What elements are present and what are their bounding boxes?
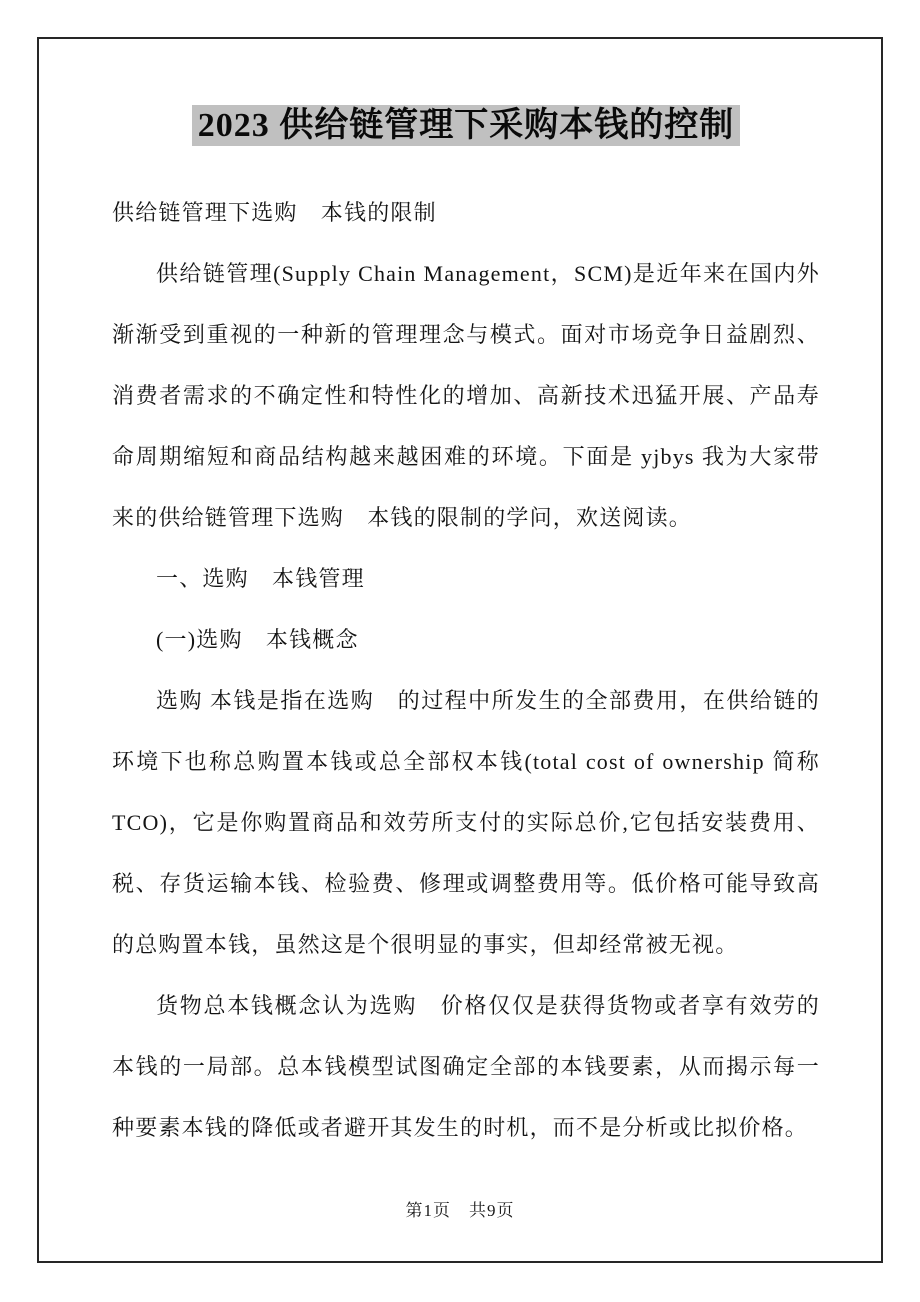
document-title (112, 100, 820, 152)
paragraph: 供给链管理下选购 本钱的限制 (112, 200, 437, 225)
paragraph: 一、选购 本钱管理 (156, 566, 365, 591)
paragraph-container (112, 182, 820, 1158)
paragraph: (一)选购 本钱概念 (156, 627, 359, 652)
title-highlight: 2023 供给链管理下采购本钱的控制 (192, 105, 741, 146)
page-footer (37, 1196, 883, 1221)
page-number: 第1页 共9页 (405, 1201, 515, 1220)
document-content (112, 100, 820, 1158)
paragraph: 选购 本钱是指在选购 的过程中所发生的全部费用，在供给链的环境下也称总购置本钱或总全部权本钱(total cost of ownership 简称 TCO)，它是你购置商品和效劳所支付的实际总价,它包括安装费用、税、存货运输本钱、检验费、修理或调整费用等。低价格可能导致高的总购置本钱，虽然这是个很明显的事实，但却经常被无视。 (112, 688, 820, 957)
paragraph: 货物总本钱概念认为选购 价格仅仅是获得货物或者享有效劳的本钱的一局部。总本钱模型试图确定全部的本钱要素，从而揭示每一种要素本钱的降低或者避开其发生的时机，而不是分析或比拟价格。 (112, 993, 820, 1140)
paragraph: 供给链管理(Supply Chain Management，SCM)是近年来在国内外渐渐受到重视的一种新的管理理念与模式。面对市场竞争日益剧烈、消费者需求的不确定性和特性化的增加、高新技术迅猛开展、产品寿命周期缩短和商品结构越来越困难的环境。下面是 yjbys 我为大家带来的供给链管理下选购 本钱的限制的学问，欢送阅读。 (112, 261, 820, 530)
